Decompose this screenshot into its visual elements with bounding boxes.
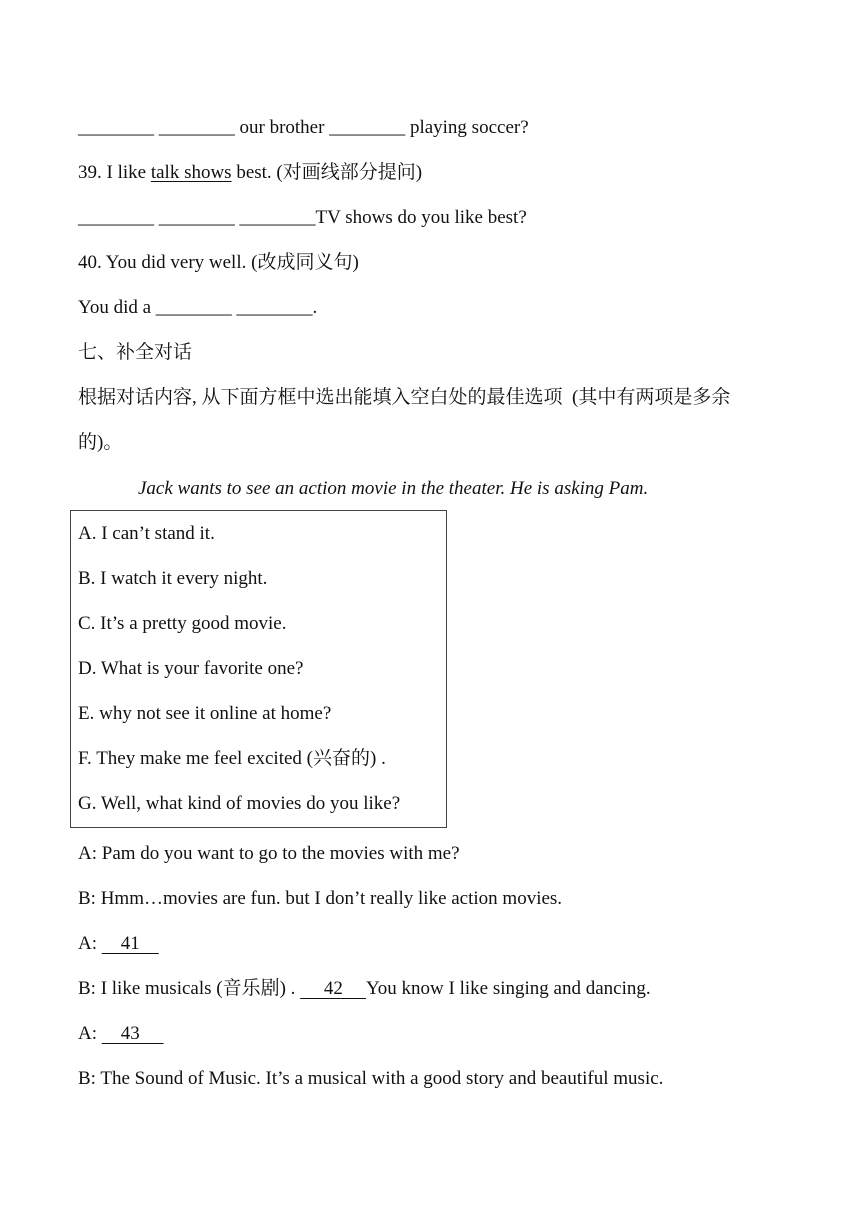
option-a: A. I can’t stand it. (78, 523, 215, 544)
option-e: E. why not see it online at home? (78, 703, 332, 724)
section-7-instructions-line-2: 的)。 (78, 432, 123, 453)
question-39-answer-line: ________ ________ ________TV shows do you like best? (78, 207, 527, 228)
option-f: F. They make me feel excited (兴奋的) . (78, 748, 386, 769)
blank-43: 43 (101, 1023, 164, 1044)
option-c: C. It’s a pretty good movie. (78, 613, 287, 634)
speaker-a-prefix: A: (78, 1023, 102, 1044)
speaker-a-prefix: A: (78, 933, 102, 954)
question-39-suffix: best. (对画线部分提问) (231, 162, 423, 183)
dialogue-line-4 (78, 977, 651, 1001)
dialogue-line-2: B: Hmm…movies are fun. but I don’t really like action movies. (78, 888, 563, 909)
dialogue-line-4-prefix: B: I like musicals (音乐剧) . (78, 978, 301, 999)
option-d: D. What is your favorite one? (78, 658, 304, 679)
underlined-phrase: talk shows (150, 162, 232, 183)
question-40-answer-line: You did a ________ ________. (78, 297, 318, 318)
dialogue-line-6: B: The Sound of Music. It’s a musical with a good story and beautiful music. (78, 1068, 664, 1089)
dialogue-context: Jack wants to see an action movie in the theater. He is asking Pam. (138, 478, 649, 499)
section-7-title: 七、补全对话 (78, 342, 193, 363)
question-38-continuation: ________ ________ our brother ________ playing soccer? (78, 117, 529, 138)
question-40: 40. You did very well. (改成同义句) (78, 252, 359, 273)
question-39 (78, 161, 422, 185)
section-7-instructions-line-1: 根据对话内容, 从下面方框中选出能填入空白处的最佳选项 (其中有两项是多余 (78, 387, 731, 408)
question-39-prefix: 39. I like (78, 162, 151, 183)
dialogue-line-1: A: Pam do you want to go to the movies with me? (78, 843, 460, 864)
blank-42: 42 (300, 978, 366, 999)
dialogue-line-5 (78, 1022, 164, 1046)
dialogue-line-3 (78, 932, 159, 956)
blank-41: 41 (101, 933, 159, 954)
option-g: G. Well, what kind of movies do you like? (78, 793, 401, 814)
dialogue-line-4-suffix: You know I like singing and dancing. (365, 978, 651, 999)
option-b: B. I watch it every night. (78, 568, 268, 589)
